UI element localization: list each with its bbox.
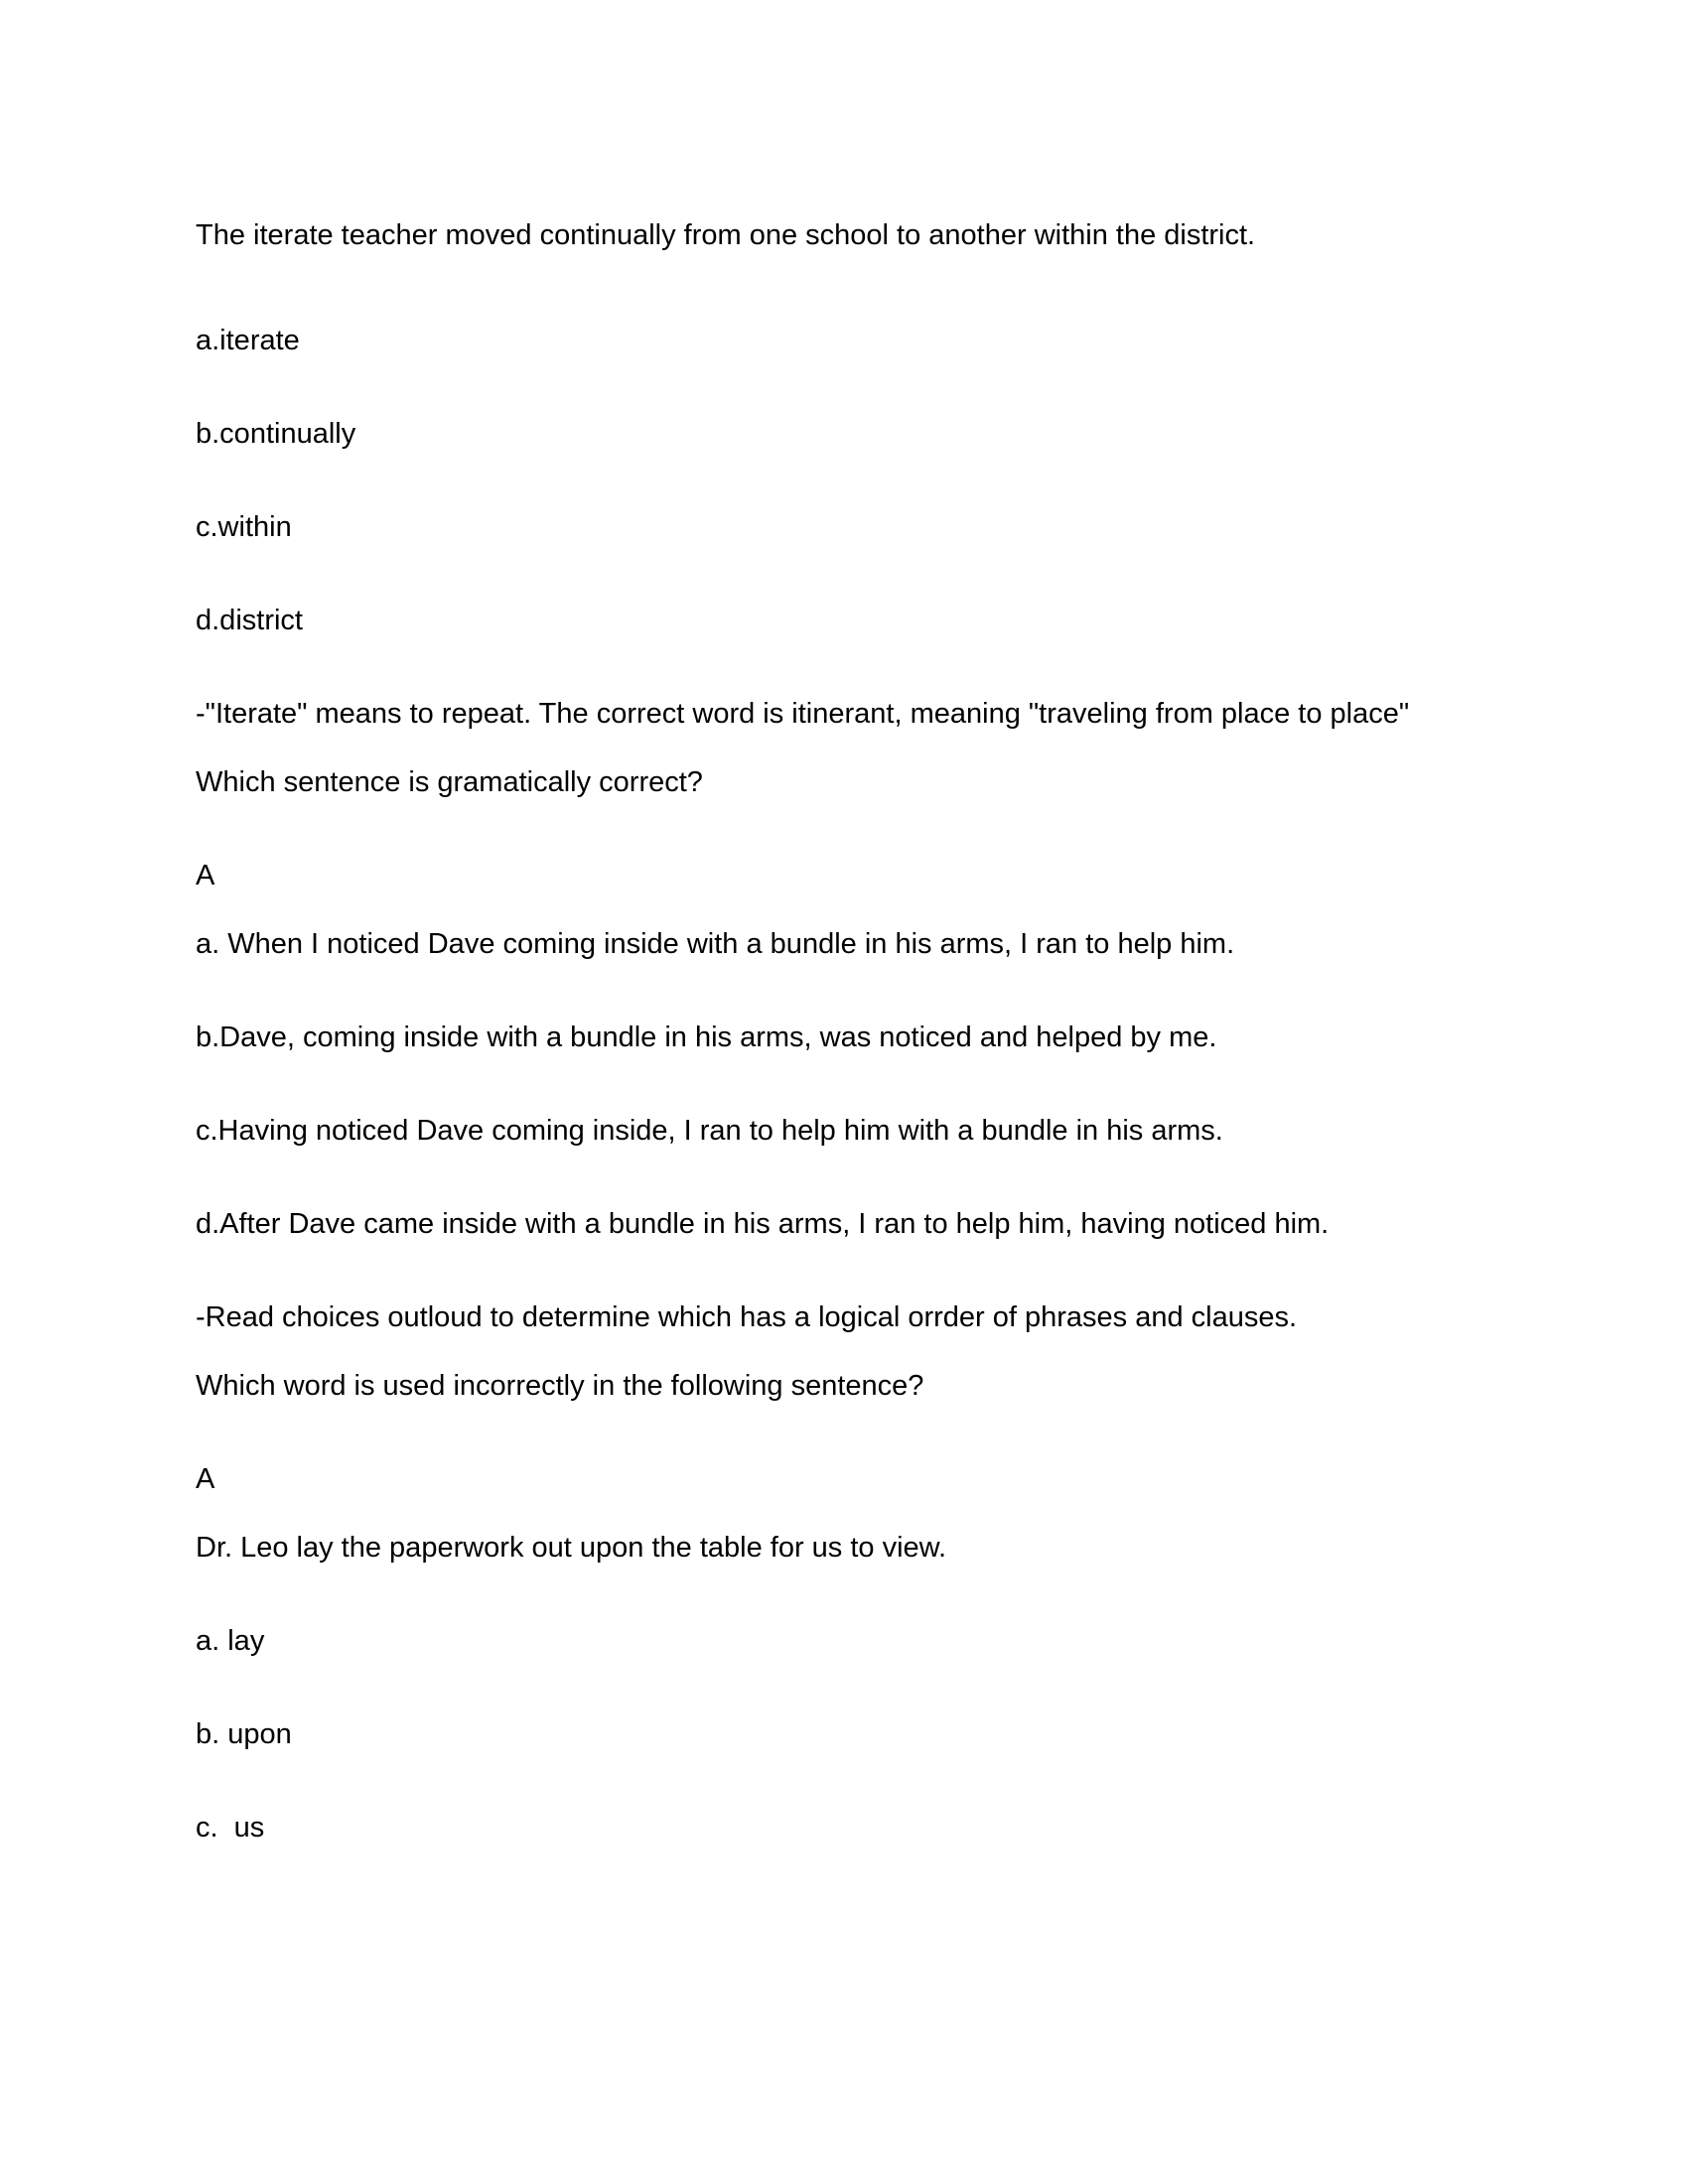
q3-sentence: Dr. Leo lay the paperwork out upon the table for us to view. — [196, 1532, 947, 1564]
q3-option-c: c. us — [196, 1812, 265, 1843]
q2-option-c: c.Having noticed Dave coming inside, I ran to help him with a bundle in his arms. — [196, 1115, 1223, 1147]
q1-explanation: -"Iterate" means to repeat. The correct word is itinerant, meaning "traveling from place to place" — [196, 698, 1410, 730]
q3-prompt: Which word is used incorrectly in the following sentence? — [196, 1370, 924, 1402]
q1-option-d: d.district — [196, 605, 303, 636]
q1-option-b: b.continually — [196, 418, 356, 450]
q2-option-b: b.Dave, coming inside with a bundle in his arms, was noticed and helped by me. — [196, 1022, 1217, 1053]
q2-answer-label: A — [196, 860, 215, 891]
q2-option-d: d.After Dave came inside with a bundle in his arms, I ran to help him, having noticed him. — [196, 1208, 1330, 1240]
q3-option-b: b. upon — [196, 1718, 292, 1750]
q3-answer-label: A — [196, 1463, 215, 1495]
q2-option-a: a. When I noticed Dave coming inside with a bundle in his arms, I ran to help him. — [196, 928, 1235, 960]
q2-prompt: Which sentence is gramatically correct? — [196, 766, 703, 798]
q2-explanation: -Read choices outloud to determine which has a logical orrder of phrases and clauses. — [196, 1301, 1298, 1333]
q3-option-a: a. lay — [196, 1625, 265, 1657]
q1-option-c: c.within — [196, 511, 292, 543]
q1-option-a: a.iterate — [196, 325, 300, 356]
q1-sentence: The iterate teacher moved continually from one school to another within the district. — [196, 219, 1256, 251]
